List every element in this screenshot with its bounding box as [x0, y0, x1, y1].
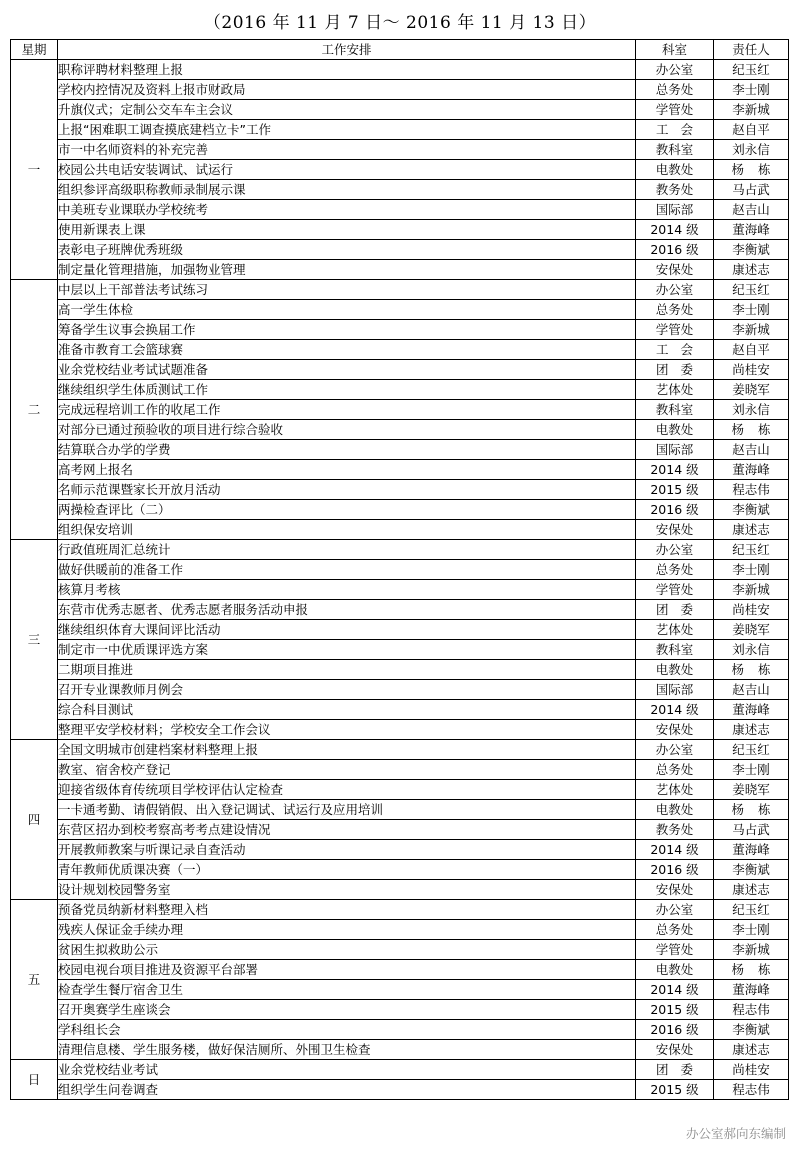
owner-cell: 程志伟 — [714, 480, 789, 500]
owner-cell: 赵吉山 — [714, 680, 789, 700]
owner-cell: 刘永信 — [714, 400, 789, 420]
task-cell: 召开奥赛学生座谈会 — [58, 1000, 636, 1020]
table-row — [11, 360, 789, 380]
owner-cell: 赵自平 — [714, 340, 789, 360]
day-cell: 日 — [11, 1060, 58, 1100]
task-cell: 业余党校结业考试试题准备 — [58, 360, 636, 380]
table-row — [11, 660, 789, 680]
task-cell: 贫困生拟救助公示 — [58, 940, 636, 960]
table-row — [11, 1040, 789, 1060]
task-cell: 青年教师优质课决赛（一） — [58, 860, 636, 880]
owner-cell: 纪玉红 — [714, 60, 789, 80]
dept-cell: 办公室 — [636, 280, 714, 300]
owner-cell: 纪玉红 — [714, 740, 789, 760]
owner-cell: 李新城 — [714, 100, 789, 120]
table-row — [11, 880, 789, 900]
table-row — [11, 120, 789, 140]
task-cell: 结算联合办学的学费 — [58, 440, 636, 460]
table-row — [11, 320, 789, 340]
table-row — [11, 620, 789, 640]
table-row — [11, 960, 789, 980]
dept-cell: 国际部 — [636, 200, 714, 220]
table-row — [11, 160, 789, 180]
dept-cell: 教科室 — [636, 400, 714, 420]
table-row — [11, 460, 789, 480]
task-cell: 校园电视台项目推进及资源平台部署 — [58, 960, 636, 980]
table-row — [11, 840, 789, 860]
table-row — [11, 480, 789, 500]
table-row — [11, 680, 789, 700]
dept-cell: 总务处 — [636, 760, 714, 780]
table-row — [11, 900, 789, 920]
dept-cell: 学管处 — [636, 100, 714, 120]
dept-cell: 办公室 — [636, 60, 714, 80]
dept-cell: 安保处 — [636, 260, 714, 280]
dept-cell: 教务处 — [636, 820, 714, 840]
task-cell: 全国文明城市创建档案材料整理上报 — [58, 740, 636, 760]
owner-cell: 尚桂安 — [714, 360, 789, 380]
dept-cell: 教务处 — [636, 180, 714, 200]
dept-cell: 教科室 — [636, 640, 714, 660]
table-row — [11, 440, 789, 460]
table-row — [11, 420, 789, 440]
table-row — [11, 260, 789, 280]
table-row — [11, 920, 789, 940]
table-row — [11, 520, 789, 540]
task-cell: 业余党校结业考试 — [58, 1060, 636, 1080]
owner-cell: 李士刚 — [714, 300, 789, 320]
dept-cell: 2015 级 — [636, 1000, 714, 1020]
dept-cell: 学管处 — [636, 940, 714, 960]
dept-cell: 电教处 — [636, 960, 714, 980]
owner-cell: 程志伟 — [714, 1000, 789, 1020]
task-cell: 升旗仪式；定制公交车车主会议 — [58, 100, 636, 120]
task-cell: 清理信息楼、学生服务楼，做好保洁厕所、外围卫生检查 — [58, 1040, 636, 1060]
table-row — [11, 1000, 789, 1020]
owner-cell: 赵自平 — [714, 120, 789, 140]
table-row — [11, 340, 789, 360]
dept-cell: 教科室 — [636, 140, 714, 160]
owner-cell: 康述志 — [714, 520, 789, 540]
dept-cell: 办公室 — [636, 540, 714, 560]
owner-cell: 董海峰 — [714, 460, 789, 480]
task-cell: 召开专业课教师月例会 — [58, 680, 636, 700]
column-header-task: 工作安排 — [58, 40, 636, 60]
task-cell: 残疾人保证金手续办理 — [58, 920, 636, 940]
dept-cell: 电教处 — [636, 160, 714, 180]
dept-cell: 安保处 — [636, 1040, 714, 1060]
task-cell: 综合科目测试 — [58, 700, 636, 720]
dept-cell: 2014 级 — [636, 840, 714, 860]
owner-cell: 杨 栋 — [714, 960, 789, 980]
task-cell: 中美班专业课联办学校统考 — [58, 200, 636, 220]
table-row — [11, 800, 789, 820]
footer-credit: 办公室郝向东编制 — [685, 1126, 786, 1141]
table-row — [11, 380, 789, 400]
task-cell: 检查学生餐厅宿舍卫生 — [58, 980, 636, 1000]
dept-cell: 学管处 — [636, 320, 714, 340]
owner-cell: 康述志 — [714, 1040, 789, 1060]
owner-cell: 马占武 — [714, 180, 789, 200]
table-row — [11, 240, 789, 260]
owner-cell: 董海峰 — [714, 220, 789, 240]
dept-cell: 2014 级 — [636, 220, 714, 240]
owner-cell: 纪玉红 — [714, 900, 789, 920]
owner-cell: 杨 栋 — [714, 660, 789, 680]
table-row — [11, 860, 789, 880]
task-cell: 整理平安学校材料；学校安全工作会议 — [58, 720, 636, 740]
schedule-table — [10, 39, 789, 1100]
owner-cell: 姜晓军 — [714, 620, 789, 640]
owner-cell: 程志伟 — [714, 1080, 789, 1100]
table-row — [11, 600, 789, 620]
dept-cell: 2016 级 — [636, 860, 714, 880]
table-row — [11, 140, 789, 160]
owner-cell: 赵吉山 — [714, 440, 789, 460]
task-cell: 学校内控情况及资料上报市财政局 — [58, 80, 636, 100]
task-cell: 教室、宿舍校产登记 — [58, 760, 636, 780]
column-header-day: 星期 — [11, 40, 58, 60]
owner-cell: 董海峰 — [714, 840, 789, 860]
dept-cell: 艺体处 — [636, 380, 714, 400]
table-header — [11, 40, 789, 60]
task-cell: 学科组长会 — [58, 1020, 636, 1040]
header-row — [11, 40, 789, 60]
dept-cell: 总务处 — [636, 80, 714, 100]
task-cell: 两操检查评比（二） — [58, 500, 636, 520]
owner-cell: 李士刚 — [714, 80, 789, 100]
owner-cell: 纪玉红 — [714, 540, 789, 560]
task-cell: 二期项目推进 — [58, 660, 636, 680]
table-row — [11, 580, 789, 600]
day-cell: 四 — [11, 740, 58, 900]
task-cell: 预备党员纳新材料整理入档 — [58, 900, 636, 920]
day-cell: 一 — [11, 60, 58, 280]
table-row — [11, 500, 789, 520]
task-cell: 核算月考核 — [58, 580, 636, 600]
table-row — [11, 760, 789, 780]
owner-cell: 李新城 — [714, 320, 789, 340]
task-cell: 做好供暖前的准备工作 — [58, 560, 636, 580]
table-row — [11, 640, 789, 660]
table-row — [11, 220, 789, 240]
dept-cell: 2014 级 — [636, 700, 714, 720]
day-cell: 五 — [11, 900, 58, 1060]
dept-cell: 电教处 — [636, 420, 714, 440]
task-cell: 组织学生问卷调查 — [58, 1080, 636, 1100]
dept-cell: 艺体处 — [636, 780, 714, 800]
task-cell: 职称评聘材料整理上报 — [58, 60, 636, 80]
dept-cell: 安保处 — [636, 520, 714, 540]
task-cell: 东营市优秀志愿者、优秀志愿者服务活动申报 — [58, 600, 636, 620]
owner-cell: 董海峰 — [714, 980, 789, 1000]
owner-cell: 康述志 — [714, 720, 789, 740]
owner-cell: 李衡斌 — [714, 500, 789, 520]
dept-cell: 国际部 — [636, 680, 714, 700]
task-cell: 继续组织体育大课间评比活动 — [58, 620, 636, 640]
table-row — [11, 720, 789, 740]
dept-cell: 2014 级 — [636, 980, 714, 1000]
owner-cell: 李衡斌 — [714, 860, 789, 880]
task-cell: 名师示范课暨家长开放月活动 — [58, 480, 636, 500]
dept-cell: 2016 级 — [636, 500, 714, 520]
task-cell: 组织保安培训 — [58, 520, 636, 540]
task-cell: 高考网上报名 — [58, 460, 636, 480]
dept-cell: 2014 级 — [636, 460, 714, 480]
task-cell: 准备市教育工会篮球赛 — [58, 340, 636, 360]
task-cell: 中层以上干部普法考试练习 — [58, 280, 636, 300]
dept-cell: 团 委 — [636, 600, 714, 620]
table-row — [11, 740, 789, 760]
column-header-owner: 责任人 — [714, 40, 789, 60]
owner-cell: 李新城 — [714, 940, 789, 960]
dept-cell: 艺体处 — [636, 620, 714, 640]
table-row — [11, 300, 789, 320]
owner-cell: 董海峰 — [714, 700, 789, 720]
task-cell: 制定量化管理措施，加强物业管理 — [58, 260, 636, 280]
task-cell: 设计规划校园警务室 — [58, 880, 636, 900]
owner-cell: 赵吉山 — [714, 200, 789, 220]
owner-cell: 刘永信 — [714, 640, 789, 660]
task-cell: 制定市一中优质课评选方案 — [58, 640, 636, 660]
task-cell: 开展教师教案与听课记录自查活动 — [58, 840, 636, 860]
table-row — [11, 700, 789, 720]
dept-cell: 2015 级 — [636, 1080, 714, 1100]
table-row — [11, 1080, 789, 1100]
dept-cell: 总务处 — [636, 560, 714, 580]
dept-cell: 电教处 — [636, 800, 714, 820]
dept-cell: 国际部 — [636, 440, 714, 460]
dept-cell: 总务处 — [636, 920, 714, 940]
dept-cell: 2016 级 — [636, 1020, 714, 1040]
table-body — [11, 60, 789, 1100]
task-cell: 市一中名师资料的补充完善 — [58, 140, 636, 160]
dept-cell: 安保处 — [636, 880, 714, 900]
task-cell: 上报“困难职工调查摸底建档立卡”工作 — [58, 120, 636, 140]
dept-cell: 工 会 — [636, 340, 714, 360]
task-cell: 东营区招办到校考察高考考点建设情况 — [58, 820, 636, 840]
owner-cell: 康述志 — [714, 260, 789, 280]
dept-cell: 工 会 — [636, 120, 714, 140]
task-cell: 使用新课表上课 — [58, 220, 636, 240]
table-row — [11, 60, 789, 80]
table-row — [11, 80, 789, 100]
dept-cell: 办公室 — [636, 900, 714, 920]
dept-cell: 总务处 — [636, 300, 714, 320]
table-row — [11, 180, 789, 200]
owner-cell: 杨 栋 — [714, 160, 789, 180]
task-cell: 筹备学生议事会换届工作 — [58, 320, 636, 340]
owner-cell: 李士刚 — [714, 560, 789, 580]
task-cell: 高一学生体检 — [58, 300, 636, 320]
column-header-dept: 科室 — [636, 40, 714, 60]
task-cell: 一卡通考勤、请假销假、出入登记调试、试运行及应用培训 — [58, 800, 636, 820]
task-cell: 对部分已通过预验收的项目进行综合验收 — [58, 420, 636, 440]
table-row — [11, 940, 789, 960]
owner-cell: 李新城 — [714, 580, 789, 600]
table-row — [11, 980, 789, 1000]
owner-cell: 李士刚 — [714, 920, 789, 940]
day-cell: 二 — [11, 280, 58, 540]
owner-cell: 姜晓军 — [714, 380, 789, 400]
dept-cell: 团 委 — [636, 360, 714, 380]
dept-cell: 安保处 — [636, 720, 714, 740]
dept-cell: 2016 级 — [636, 240, 714, 260]
table-row — [11, 560, 789, 580]
task-cell: 继续组织学生体质测试工作 — [58, 380, 636, 400]
table-row — [11, 1060, 789, 1080]
owner-cell: 马占武 — [714, 820, 789, 840]
task-cell: 迎接省级体育传统项目学校评估认定检查 — [58, 780, 636, 800]
owner-cell: 康述志 — [714, 880, 789, 900]
task-cell: 完成远程培训工作的收尾工作 — [58, 400, 636, 420]
owner-cell: 尚桂安 — [714, 1060, 789, 1080]
owner-cell: 李衡斌 — [714, 1020, 789, 1040]
owner-cell: 李衡斌 — [714, 240, 789, 260]
owner-cell: 纪玉红 — [714, 280, 789, 300]
table-row — [11, 820, 789, 840]
owner-cell: 姜晓军 — [714, 780, 789, 800]
table-row — [11, 780, 789, 800]
task-cell: 组织参评高级职称教师录制展示课 — [58, 180, 636, 200]
task-cell: 表彰电子班牌优秀班级 — [58, 240, 636, 260]
task-cell: 行政值班周汇总统计 — [58, 540, 636, 560]
owner-cell: 杨 栋 — [714, 800, 789, 820]
dept-cell: 电教处 — [636, 660, 714, 680]
dept-cell: 学管处 — [636, 580, 714, 600]
owner-cell: 杨 栋 — [714, 420, 789, 440]
table-row — [11, 400, 789, 420]
task-cell: 校园公共电话安装调试、试运行 — [58, 160, 636, 180]
dept-cell: 办公室 — [636, 740, 714, 760]
day-cell: 三 — [11, 540, 58, 740]
page-title: （2016 年 11 月 7 日～ 2016 年 11 月 13 日） — [203, 13, 597, 33]
table-row — [11, 200, 789, 220]
owner-cell: 尚桂安 — [714, 600, 789, 620]
owner-cell: 李士刚 — [714, 760, 789, 780]
dept-cell: 团 委 — [636, 1060, 714, 1080]
dept-cell: 2015 级 — [636, 480, 714, 500]
table-row — [11, 100, 789, 120]
table-row — [11, 1020, 789, 1040]
table-row — [11, 540, 789, 560]
table-row — [11, 280, 789, 300]
owner-cell: 刘永信 — [714, 140, 789, 160]
